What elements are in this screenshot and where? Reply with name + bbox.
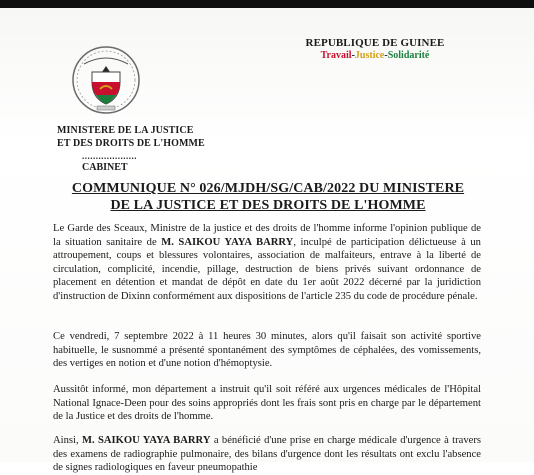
coat-of-arms-icon — [70, 44, 142, 116]
motto-word-1: Travail — [320, 50, 352, 61]
p1-text-a: Le Garde des Sceaux, Ministre de la justice et des droits de l'homme informe l'opinion publique de la situation sanitaire de — [53, 223, 481, 248]
ministry-line-2: ET DES DROITS DE L'HOMME — [57, 138, 205, 149]
paragraph-2: Ce vendredi, 7 septembre 2022 à 11 heures 30 minutes, alors qu'il faisait son activité sportive habituelle, le susnommé a présenté spontanément des symptômes de céphalées, des vomissements, des vertiges en notion et d'une notion d'hémoptysie. — [53, 331, 481, 370]
title-line-2: DE LA JUSTICE ET DES DROITS DE L'HOMME — [110, 198, 426, 213]
republic-heading: REPUBLIQUE DE GUINEE — [305, 37, 445, 49]
dotted-separator: .................... — [82, 151, 137, 161]
title-line-1: COMMUNIQUE N° 026/MJDH/SG/CAB/2022 DU MINISTERE — [71, 181, 465, 196]
p4-text-a: Ainsi, — [53, 435, 82, 446]
detainee-name: M. SAIKOU YAYA BARRY — [161, 236, 294, 248]
motto-word-3: Solidarité — [387, 50, 430, 61]
cabinet-label: CABINET — [82, 162, 128, 173]
ministry-line-1: MINISTERE DE LA JUSTICE — [57, 125, 194, 136]
paragraph-1 — [53, 222, 481, 304]
top-dark-border — [0, 0, 534, 8]
national-motto — [300, 50, 450, 61]
paragraph-3: Aussitôt informé, mon département a instruit qu'il soit référé aux urgences médicales de l'Hôpital National Ignace-Deen pour des soins appropriés dont les frais sont pris en charge par le département de la Justice et des droits de l'homme. — [53, 384, 481, 423]
p4-text-b: a bénéficié d'une prise en charge médicale d'urgence à travers des examens de radiographie pulmonaire, des bilans d'urgence dont les résultats ont exclu l'absence de signes radiologiques en faveur pneumopathie — [53, 435, 481, 474]
motto-separator-1: - — [351, 50, 355, 61]
motto-separator-2: - — [384, 50, 388, 61]
p1-text-b: , inculpé de participation délictueuse à un attroupement, coups et blessures volontaires, association de malfaiteurs, entrave à la liberté de circulation, complicité, incendie, pillage, destruction de biens privés suivant ordonnance de placement en détention et mandat de dépôt en date du 1er août 2022 décerné par la juridiction d'instruction de Dixinn conformément aux dispositions de l'article 235 du code de procédure pénale. — [53, 236, 481, 302]
paragraph-4 — [53, 434, 481, 475]
ministry-name — [57, 124, 287, 150]
detainee-name-2: M. SAIKOU YAYA BARRY — [81, 435, 211, 446]
communique-title — [48, 180, 488, 214]
motto-word-2: Justice — [354, 50, 385, 61]
